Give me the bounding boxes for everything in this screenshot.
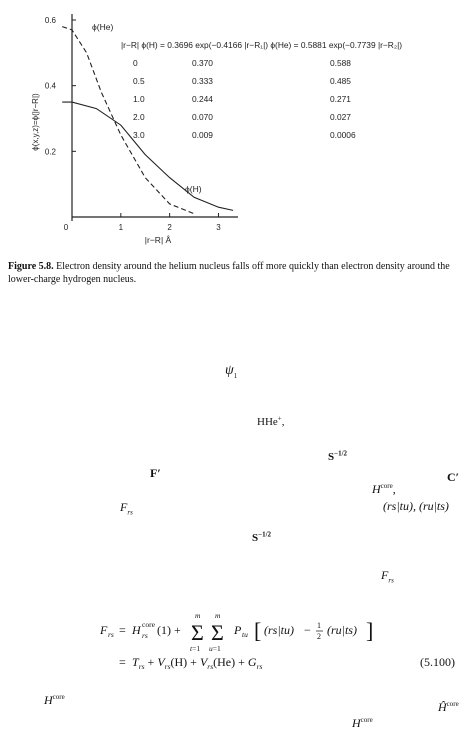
hcore-left: $H^{core}$ bbox=[44, 693, 65, 707]
psi-symbol: $\psi_1$ bbox=[225, 363, 238, 380]
svg-text:1: 1 bbox=[317, 621, 321, 630]
hhe-plus: HHe+, bbox=[257, 414, 285, 428]
x-tick-label: 0 bbox=[63, 223, 69, 232]
table-cell-he: 0.0006 bbox=[330, 130, 356, 140]
svg-text:(rs|tu): (rs|tu) bbox=[264, 623, 294, 637]
y-tick-label: 0.2 bbox=[44, 147, 56, 157]
table-cell-he: 0.588 bbox=[330, 58, 351, 68]
table-cell-r: 2.0 bbox=[133, 112, 145, 122]
figure-value-table bbox=[121, 40, 466, 150]
table-cell-r: 0 bbox=[133, 58, 138, 68]
svg-text:t=1: t=1 bbox=[190, 644, 201, 653]
x-tick-label: 1 bbox=[118, 223, 124, 232]
svg-text:Σ: Σ bbox=[191, 620, 204, 645]
svg-text:−: − bbox=[304, 623, 311, 637]
equation-number: (5.100) bbox=[420, 655, 455, 669]
figure-caption bbox=[8, 260, 463, 286]
table-cell-he: 0.485 bbox=[330, 76, 351, 86]
svg-text:u=1: u=1 bbox=[209, 644, 221, 653]
svg-text:m: m bbox=[215, 611, 221, 620]
svg-text:rs: rs bbox=[108, 630, 114, 639]
f-rs-2: $F_{rs}$ bbox=[381, 568, 394, 585]
svg-text:(ru|ts): (ru|ts) bbox=[327, 623, 357, 637]
hcore-1: $H^{core}$, bbox=[372, 482, 396, 496]
s-minus-half-1: $S^{-1/2}$ bbox=[328, 449, 348, 463]
table-cell-r: 0.5 bbox=[133, 76, 145, 86]
table-cell-h: 0.333 bbox=[192, 76, 213, 86]
table-cell-h: 0.370 bbox=[192, 58, 213, 68]
equation-5-100 bbox=[0, 596, 473, 676]
svg-text:2: 2 bbox=[317, 632, 321, 641]
svg-text:m: m bbox=[195, 611, 201, 620]
y-tick-label: 0.4 bbox=[44, 81, 56, 91]
caption-text: Electron density around the helium nucleus falls off more quickly than electron density around the lower-charge hydrogen nucleus. bbox=[8, 261, 450, 285]
table-cell-he: 0.271 bbox=[330, 94, 351, 104]
table-cell-h: 0.009 bbox=[192, 130, 213, 140]
x-axis-label: |r−R| Å bbox=[144, 235, 172, 245]
table-cell-r: 1.0 bbox=[133, 94, 145, 104]
curve-label-h: ϕ(H) bbox=[185, 184, 202, 194]
svg-text:=: = bbox=[119, 655, 126, 669]
x-tick-label: 3 bbox=[216, 223, 221, 232]
y-tick-label: 0.6 bbox=[44, 16, 56, 25]
hhat-core: $Ĥ^{core}$ bbox=[438, 700, 459, 714]
caption-label: Figure 5.8. bbox=[8, 261, 54, 272]
table-header: |r−R| ϕ(H) = 0.3696 exp(−0.4166 |r−R₁|) ϕ(He) = 0.5881 exp(−0.7739 |r−R₂|) bbox=[121, 40, 403, 50]
s-minus-half-2: $S^{-1/2}$ bbox=[252, 530, 272, 544]
c-prime-matrix: C′ bbox=[447, 470, 460, 484]
svg-text:]: ] bbox=[366, 618, 374, 643]
svg-text:H: H bbox=[132, 623, 141, 637]
f-prime-matrix: F′ bbox=[150, 466, 161, 480]
svg-text:(1) +: (1) + bbox=[157, 623, 181, 637]
svg-text:F: F bbox=[100, 623, 108, 637]
svg-text:Trs + Vrs(H) + Vrs(He) + Grs: $T_{rs} + V_{rs}(H) + V_{rs}(He) + G_{rs}$ bbox=[132, 655, 263, 671]
table-cell-h: 0.244 bbox=[192, 94, 213, 104]
table-cell-r: 3.0 bbox=[133, 130, 145, 140]
svg-text:core: core bbox=[142, 620, 155, 629]
x-tick-label: 2 bbox=[167, 223, 172, 232]
svg-text:[: [ bbox=[254, 618, 262, 643]
svg-text:rs: rs bbox=[142, 631, 148, 640]
table-cell-h: 0.070 bbox=[192, 112, 213, 122]
curve-label-he: ϕ(He) bbox=[92, 22, 114, 32]
hcore-bottom: $H^{core}$ bbox=[352, 716, 373, 730]
table-cell-he: 0.027 bbox=[330, 112, 351, 122]
svg-text:P: P bbox=[234, 623, 242, 637]
f-rs-1: $F_{rs}$ bbox=[120, 500, 133, 517]
svg-text:Σ: Σ bbox=[211, 620, 224, 645]
two-electron-integrals: (rs|tu), (ru|ts) bbox=[383, 499, 449, 513]
svg-text:tu: tu bbox=[242, 630, 248, 639]
y-axis-label: ϕ(x,y,z)=ϕ(|r−R|) bbox=[31, 93, 40, 151]
svg-text:=: = bbox=[119, 623, 126, 637]
